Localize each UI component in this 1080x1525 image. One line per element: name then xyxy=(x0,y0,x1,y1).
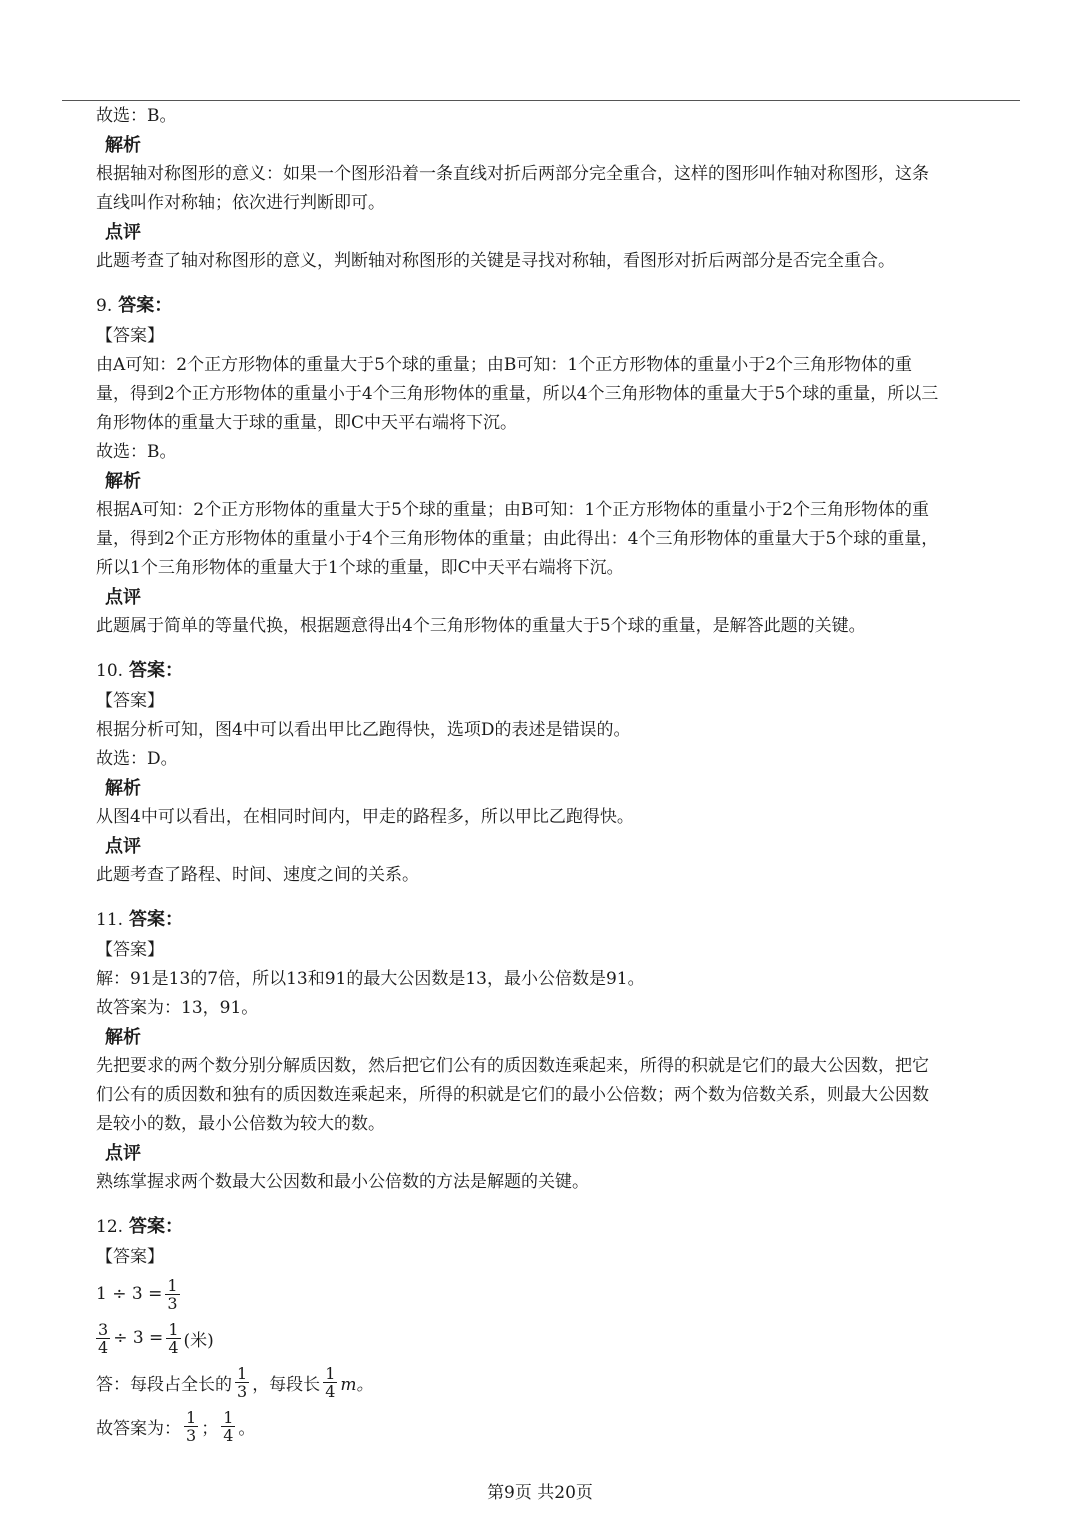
final-separator: ； xyxy=(201,1418,219,1439)
question-10 xyxy=(96,655,1036,890)
prev-conclusion: 故选：B。 xyxy=(96,106,177,126)
equation-lhs: 1 ÷ 3 = xyxy=(96,1284,163,1304)
comment-title: 点评 xyxy=(105,836,141,857)
answer-line: 故答案为：13，91。 xyxy=(96,998,259,1018)
analysis-line: 从图4中可以看出，在相同时间内，甲走的路程多，所以甲比乙跑得快。 xyxy=(96,807,634,827)
final-answer xyxy=(96,1404,1036,1448)
fraction: $\frac{1}{3}$ xyxy=(186,1407,197,1445)
comment-title: 点评 xyxy=(105,587,141,608)
analysis-line: 根据A可知：2个正方形物体的重量大于5个球的重量；由B可知：1个正方形物体的重量小于2个三角形物体的重 xyxy=(96,500,930,520)
analysis-title: 解析 xyxy=(105,778,141,799)
final-prefix: 故答案为： xyxy=(96,1418,181,1439)
answer-line: 故选：D。 xyxy=(96,749,178,769)
comment-line: 熟练掌握求两个数最大公因数和最小公倍数的方法是解题的关键。 xyxy=(96,1172,589,1192)
prev-comment-title: 点评 xyxy=(105,222,141,243)
page-content xyxy=(96,102,1036,1448)
fraction: $\frac{1}{3}$ xyxy=(237,1363,248,1401)
question-11 xyxy=(96,904,1036,1197)
analysis-line: 们公有的质因数和独有的质因数连乘起来，所得的积就是它们的最小公倍数；两个数为倍数关系，则最大公因数 xyxy=(96,1085,929,1105)
fraction: $\frac{1}{4}$ xyxy=(223,1407,234,1445)
equation-1 xyxy=(96,1272,1036,1316)
analysis-line: 是较小的数，最小公倍数为较大的数。 xyxy=(96,1114,385,1134)
question-number: 12. xyxy=(96,1217,124,1237)
answer-prefix: 答：每段占全长的 xyxy=(96,1374,232,1395)
final-suffix: 。 xyxy=(238,1418,256,1439)
answer-tag: 【答案】 xyxy=(96,1247,164,1267)
question-number: 9. xyxy=(96,296,113,316)
fraction: $\frac{1}{3}$ xyxy=(167,1275,178,1313)
comment-title: 点评 xyxy=(105,1143,141,1164)
equation-2 xyxy=(96,1316,1036,1360)
analysis-title: 解析 xyxy=(105,471,141,492)
fraction: $\frac{1}{4}$ xyxy=(325,1363,336,1401)
answer-line: 根据分析可知，图4中可以看出甲比乙跑得快，选项D的表述是错误的。 xyxy=(96,720,631,740)
analysis-line: 先把要求的两个数分别分解质因数，然后把它们公有的质因数连乘起来，所得的积就是它们的最大公因数，把它 xyxy=(96,1056,929,1076)
prev-analysis-line: 直线叫作对称轴；依次进行判断即可。 xyxy=(96,193,385,213)
analysis-title: 解析 xyxy=(105,1027,141,1048)
equation-operator: ÷ 3 = xyxy=(113,1328,164,1348)
prev-analysis-line: 根据轴对称图形的意义：如果一个图形沿着一条直线对折后两部分完全重合，这样的图形叫作轴对称图形，这条 xyxy=(96,164,929,184)
answer-label: 答案： xyxy=(129,909,184,930)
analysis-line: 量，得到2个正方形物体的重量小于4个三角形物体的重量；由此得出：4个三角形物体的重量大于5个球的重量， xyxy=(96,529,939,549)
header-rule xyxy=(62,100,1020,101)
question-number: 11. xyxy=(96,910,124,930)
fraction: $\frac{3}{4}$ xyxy=(98,1319,109,1357)
fraction: $\frac{1}{4}$ xyxy=(168,1319,179,1357)
answer-line: 由A可知：2个正方形物体的重量大于5个球的重量；由B可知：1个正方形物体的重量小于2个三角形物体的重 xyxy=(96,355,913,375)
page-footer: 第9页 共20页 xyxy=(487,1483,593,1503)
analysis-line: 所以1个三角形物体的重量大于1个球的重量，即C中天平右端将下沉。 xyxy=(96,558,624,578)
answer-line: 角形物体的重量大于球的重量，即C中天平右端将下沉。 xyxy=(96,413,518,433)
answer-label: 答案： xyxy=(129,1216,184,1237)
answer-suffix: m。 xyxy=(340,1374,374,1395)
answer-statement xyxy=(96,1360,1036,1404)
answer-label: 答案： xyxy=(129,660,184,681)
comment-line: 此题考查了路程、时间、速度之间的关系。 xyxy=(96,865,419,885)
answer-label: 答案： xyxy=(118,295,173,316)
answer-line: 量，得到2个正方形物体的重量小于4个三角形物体的重量，所以4个三角形物体的重量大于5个球的重量，所以三 xyxy=(96,384,939,404)
comment-line: 此题属于简单的等量代换，根据题意得出4个三角形物体的重量大于5个球的重量，是解答此题的关键。 xyxy=(96,616,866,636)
answer-line: 解：91是13的7倍，所以13和91的最大公因数是13，最小公倍数是91。 xyxy=(96,969,645,989)
answer-line: 故选：B。 xyxy=(96,442,177,462)
answer-mid: ，每段长 xyxy=(252,1374,321,1395)
prev-comment-line: 此题考查了轴对称图形的意义，判断轴对称图形的关键是寻找对称轴，看图形对折后两部分是否完全重合。 xyxy=(96,251,895,271)
answer-tag: 【答案】 xyxy=(96,940,164,960)
question-number: 10. xyxy=(96,661,124,681)
question-9 xyxy=(96,290,1036,641)
prev-analysis-title: 解析 xyxy=(105,135,141,156)
question-12 xyxy=(96,1211,1036,1448)
unit: (米) xyxy=(183,1330,214,1351)
answer-tag: 【答案】 xyxy=(96,691,164,711)
answer-tag: 【答案】 xyxy=(96,326,164,346)
